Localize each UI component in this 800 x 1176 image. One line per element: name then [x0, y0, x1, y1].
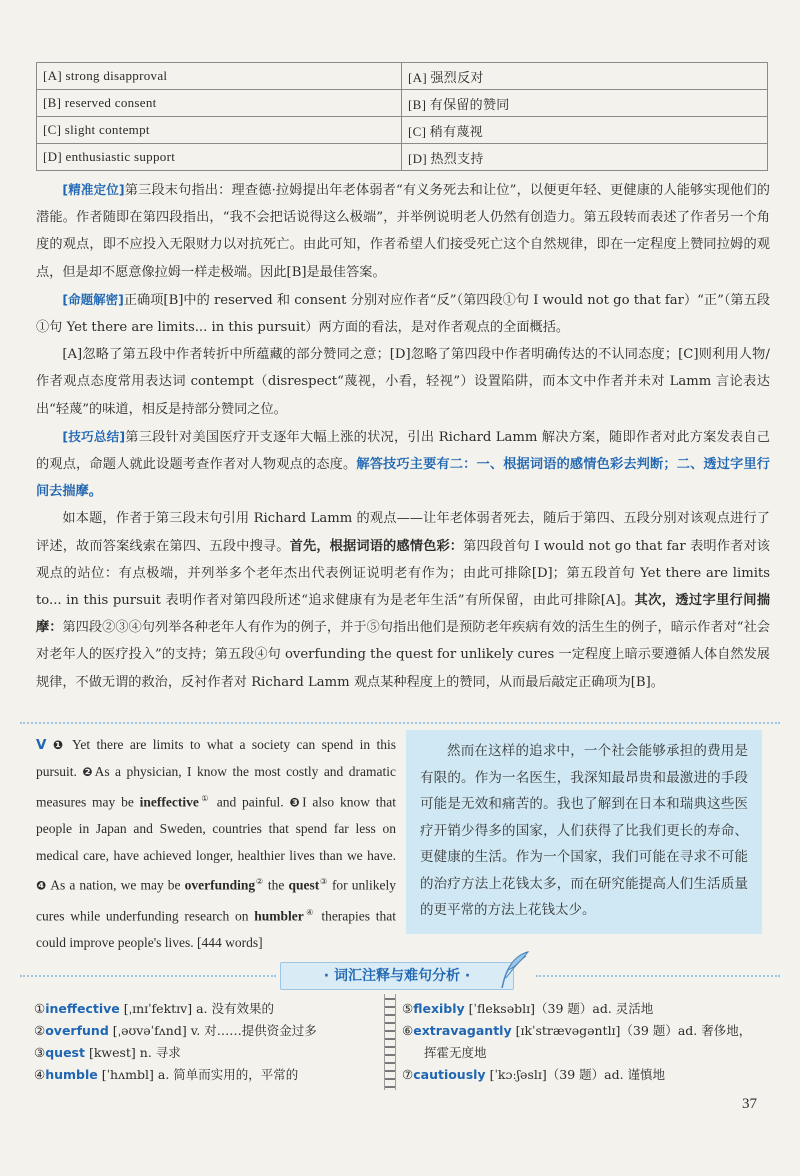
- vocab-item: [402, 1020, 772, 1042]
- option-en: [B] reserved consent: [37, 90, 402, 117]
- vocab-headword: flexibly: [413, 1001, 465, 1016]
- sentence-number: ❷: [82, 764, 95, 779]
- sentence-text: for unlikely cures while underfunding research on: [36, 877, 397, 924]
- vocab-word: humbler: [254, 908, 304, 924]
- vocab-headword: ineffective: [45, 1001, 120, 1016]
- option-zh: [B] 有保留的赞同: [402, 90, 768, 117]
- feather-icon: [498, 950, 532, 990]
- footnote-marker: ③: [319, 877, 328, 887]
- vocab-index: ⑤: [402, 1001, 414, 1016]
- sentence-text: the: [267, 877, 285, 893]
- spiral-divider: [384, 994, 396, 1090]
- option-en: [C] slight contempt: [37, 117, 402, 144]
- option-en: [D] enthusiastic support: [37, 144, 402, 171]
- vocab-headword: cautiously: [413, 1067, 486, 1082]
- bold-text: 其次，透过字里行间揣摩：: [36, 593, 771, 636]
- vocab-headword: quest: [45, 1045, 85, 1060]
- highlight-text: 解答技巧主要有二：一、根据词语的感情色彩去判断；二、透过字里行间去揣摩。: [36, 457, 770, 500]
- bold-text: 首先，根据词语的感情色彩：: [289, 538, 464, 554]
- footnote-marker: ④: [303, 907, 316, 917]
- vocab-item: [402, 998, 772, 1020]
- sentence-text: I also know that people in Japan and Sweden, countries that spend far less on medical care, have achieved longer, healthier lives than we have.: [36, 794, 396, 863]
- vocab-index: ⑦: [402, 1067, 414, 1082]
- option-row: [37, 90, 768, 117]
- vocab-list-right: [402, 998, 772, 1086]
- vocab-word: ineffective: [139, 794, 199, 810]
- option-en: [A] strong disapproval: [37, 63, 402, 90]
- sentence-text: and painful.: [216, 794, 284, 810]
- option-zh: [A] 强烈反对: [402, 63, 768, 90]
- vocab-definition: [ˈfleksəblɪ]（39 题）ad. 灵活地: [464, 1001, 654, 1016]
- vocab-word: overfunding: [184, 877, 256, 893]
- option-zh: [C] 稍有蔑视: [402, 117, 768, 144]
- analysis-paragraph: [A]忽略了第五段中作者转折中所蕴藏的部分赞同之意；[D]忽略了第四段中作者明确传达的不认同态度；[C]则利用人物/作者观点态度常用表达词 contempt（disrespect“蔑视，小看，轻视”）设置陷阱，而本文中作者并未对 Lamm 言论表达出“轻蔑”的味道，相反是持部分赞同之位。: [36, 347, 770, 417]
- analysis-paragraph: [36, 286, 770, 341]
- paragraph-text: 第四段②③④句列举各种老年人有作为的例子，并于⑤句指出他们是预防老年疾病有效的活生生的例子，暗示作者对“社会对老年人的医疗投入”的支持；第五段④句 overfunding the quest for unlikely cures 一定程度上暗示要遵循人体自然发展规律，不做无谓的救治，反衬作者对 Richard Lamm 观点某种程度上的赞同，从而最后敲定正确项为[B]。: [36, 620, 770, 690]
- dotted-divider: [536, 975, 780, 977]
- vocab-definition: [ˌɪnɪˈfektɪv] a. 没有效果的: [119, 1001, 274, 1016]
- dotted-divider: [20, 975, 276, 977]
- option-row: [37, 63, 768, 90]
- vocab-headword: extravagantly: [413, 1023, 512, 1038]
- vocab-item-continuation: 挥霍无度地: [424, 1045, 487, 1060]
- sentence-text: As a physician, I know the most costly and dramatic measures may be: [36, 763, 396, 810]
- sentence-number: ❸: [289, 795, 303, 810]
- paragraph-text: 正确项[B]中的 reserved 和 consent 分别对应作者“反”（第四段①句 I would not go that far）“正”（第五段①句 Yet there are limits... in this pursuit）两方面的看法，是对作者观点的全面概括。: [36, 292, 770, 336]
- analysis-section: [36, 176, 770, 696]
- vocab-index: ②: [34, 1023, 46, 1038]
- vocab-list-left: [34, 998, 374, 1086]
- section-tag: [精准定位]: [62, 182, 125, 197]
- vocab-item: [34, 1020, 374, 1042]
- vocab-item: [34, 998, 374, 1020]
- vocab-definition: [ˌəʊvəˈfʌnd] v. 对……提供资金过多: [108, 1023, 317, 1038]
- vocab-item: [34, 1042, 374, 1064]
- paragraph-text: 第三段针对美国医疗开支逐年大幅上涨的状况，引出 Richard Lamm 解决方案，随即作者对此方案发表自己的观点，命题人就此设题考查作者对人物观点的态度。: [36, 429, 770, 473]
- sentence-text: therapies that could improve people's lives. [444 words]: [36, 908, 396, 951]
- analysis-paragraph: [36, 176, 770, 286]
- sentence-number: ❶: [52, 738, 67, 752]
- vocab-index: ③: [34, 1045, 46, 1060]
- sentence-number: ❹: [36, 878, 47, 893]
- vocab-definition: [ɪkˈstrævəgəntlɪ]（39 题）ad. 奢侈地，: [511, 1023, 752, 1038]
- sentence-text: As a nation, we may be: [50, 877, 181, 893]
- paragraph-text: 第三段末句指出：理查德·拉姆提出年老体弱者“有义务死去和让位”，以便更年轻、更健康的人能够实现他们的潜能。作者随即在第四段指出，“我不会把话说得这么极端”，并举例说明老人仍然有创造力。第五段转而表述了作者另一个角度的观点，即不应投入无限财力以对抗死亡。由此可知，作者希望人们接受死亡这个自然规律，即在一定程度上赞同拉姆的观点，但是却不愿意像拉姆一样走极端。因此[B]是最佳答案。: [36, 183, 770, 280]
- analysis-paragraph: [36, 505, 770, 695]
- section-tag: [技巧总结]: [62, 428, 126, 444]
- footnote-marker: ①: [198, 793, 211, 803]
- footnote-marker: ②: [255, 877, 264, 887]
- vocab-definition: [ˈkɔːʃəslɪ]（39 题）ad. 谨慎地: [485, 1067, 666, 1082]
- vocab-word: quest: [288, 877, 320, 893]
- vocab-definition: [ˈhʌmbl] a. 简单而实用的，平常的: [97, 1067, 299, 1082]
- passage-paragraph: [36, 732, 396, 957]
- paragraph-text: 第四段首句 I would not go that far 表明作者对该观点的站位：有点极端，并列举多个老年杰出代表例证说明老有作为；由此可排除[D]；第五段首句 Yet there are limits to... in this pursuit 表明作者对第四段所述“追求健康有为是老年生活”有所保留，由此可排除[A]。: [36, 538, 770, 609]
- vocab-item: [34, 1064, 374, 1086]
- vocab-definition: [kwest] n. 寻求: [84, 1045, 181, 1060]
- translation-box: 然而在这样的追求中，一个社会能够承担的费用是有限的。作为一名医生，我深知最昂贵和最激进的手段可能是无效和痛苦的。我也了解到在日本和瑞典这些医疗开销少得多的国家，人们获得了比我们更长的寿命、更健康的生活。作为一个国家，我们可能在寻求不可能的治疗方法上花钱太多，而在研究能提高人们生活质量的更平常的方法上花钱太少。: [406, 730, 762, 934]
- dotted-divider: [20, 722, 780, 724]
- vocab-section-banner: · 词汇注释与难句分析 ·: [280, 962, 514, 990]
- vocab-index: ④: [34, 1067, 46, 1082]
- vocab-headword: humble: [45, 1067, 98, 1082]
- sentence-text: Yet there are limits to what a society can spend in this pursuit.: [36, 737, 396, 779]
- option-row: [37, 117, 768, 144]
- vocab-item: [402, 1064, 772, 1086]
- analysis-paragraph: [36, 423, 770, 506]
- section-tag: [命题解密]: [62, 291, 124, 307]
- vocab-headword: overfund: [45, 1023, 109, 1038]
- option-zh: [D] 热烈支持: [402, 144, 768, 171]
- options-table: [36, 62, 768, 171]
- vocab-index: ⑥: [402, 1023, 414, 1038]
- paragraph-marker: V: [36, 737, 47, 753]
- page-number: 37: [742, 1096, 757, 1112]
- vocab-index: ①: [34, 1001, 46, 1016]
- option-row: [37, 144, 768, 171]
- paragraph-text: 如本题，作者于第三段末句引用 Richard Lamm 的观点——让年老体弱者死去，随后于第四、五段分别对该观点进行了评述，故而答案线索在第四、五段中搜寻。: [36, 511, 770, 554]
